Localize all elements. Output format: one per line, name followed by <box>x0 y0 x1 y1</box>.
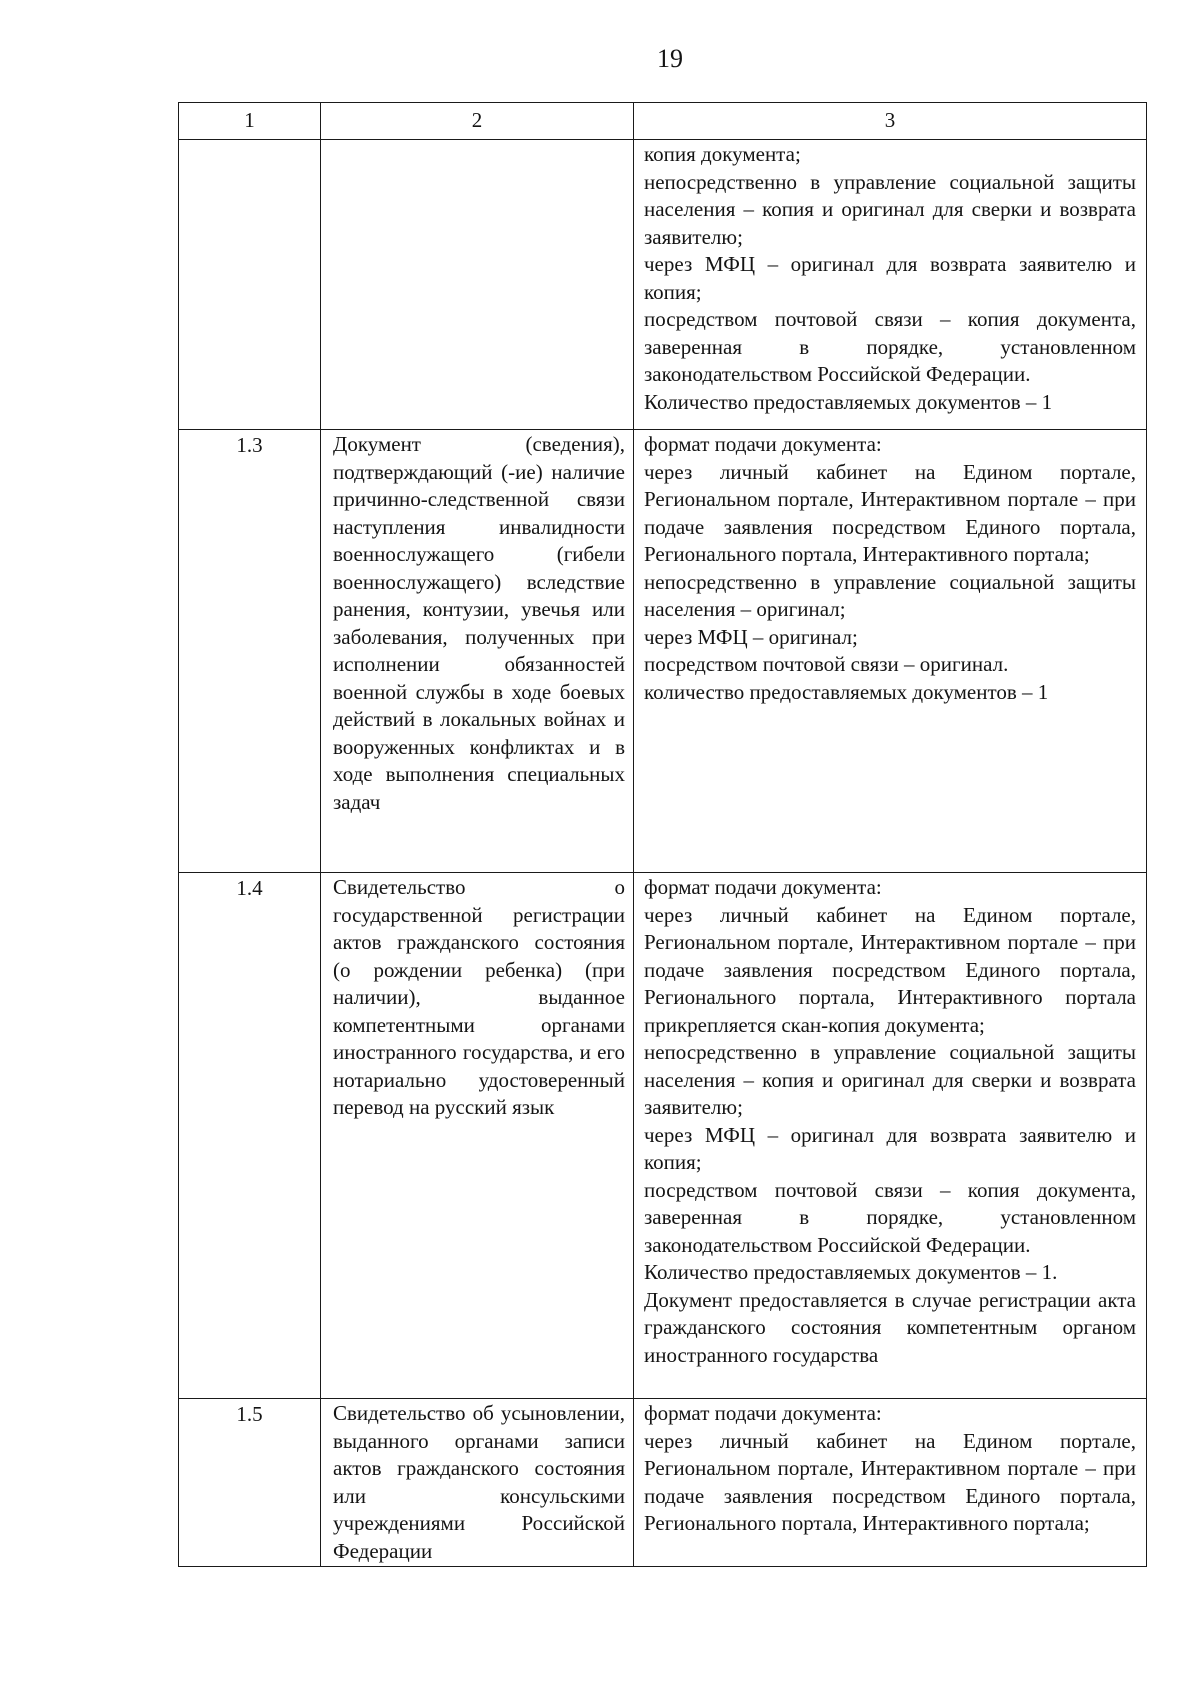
row-document-name: Документ (сведения), подтверждающий (-ие) наличие причинно-следственной связи наступления инвалидности военнослужащего (гибели военнослужащего) вследствие ранения, контузии, увечья или заболевания, полученных при исполнении обязанностей военной службы в ходе боевых действий в локальных войнах и вооруженных конфликтах и в ходе выполнения специальных задач <box>321 430 634 873</box>
table-row <box>179 873 1147 1399</box>
row-description <box>634 873 1147 1399</box>
table-row <box>179 430 1147 873</box>
row-number <box>179 140 321 430</box>
description-line: через МФЦ – оригинал для возврата заявителю и копия; <box>644 1122 1136 1174</box>
description-line: непосредственно в управление социальной защиты населения – оригинал; <box>644 569 1136 621</box>
row-description <box>634 430 1147 873</box>
description-line: копия документа; <box>644 142 801 166</box>
description-line: Документ предоставляется в случае регистрации акта гражданского состояния компетентным органом иностранного государства <box>644 1287 1136 1367</box>
description-line: непосредственно в управление социальной защиты населения – копия и оригинал для сверки и возврата заявителю; <box>644 1040 1136 1119</box>
row-description <box>634 1399 1147 1567</box>
row-document-name: Свидетельство об усыновлении, выданного органами записи актов гражданского состояния или консульскими учреждениями Российской Федерации <box>321 1399 634 1567</box>
description-line: непосредственно в управление социальной защиты населения – копия и оригинал для сверки и возврата заявителю; <box>644 169 1136 249</box>
row-number: 1.3 <box>179 430 321 873</box>
description-line: через личный кабинет на Едином портале, Региональном портале, Интерактивном портале – при подаче заявления посредством Единого портала, Регионального портала, Интерактивного портала; <box>644 459 1136 566</box>
table-header-row <box>179 103 1147 140</box>
row-number: 1.4 <box>179 873 321 1399</box>
description-line: посредством почтовой связи – копия документа, заверенная в порядке, установленном законодательством Российской Федерации. <box>644 1177 1136 1257</box>
row-number: 1.5 <box>179 1399 321 1567</box>
documents-table <box>178 102 1147 1567</box>
description-line: Количество предоставляемых документов – 1 <box>644 389 1053 414</box>
column-header-submission: 3 <box>634 103 1147 140</box>
column-header-document: 2 <box>321 103 634 140</box>
row-document-name: Свидетельство о государственной регистрации актов гражданского состояния (о рождении ребенка) (при наличии), выданное компетентными органами иностранного государства, и его нотариально удостоверенный перевод на русский язык <box>321 873 634 1399</box>
description-line: через МФЦ – оригинал; <box>644 624 858 649</box>
description-line: количество предоставляемых документов – 1 <box>644 679 1049 704</box>
description-line: через личный кабинет на Едином портале, Региональном портале, Интерактивном портале – при подаче заявления посредством Единого портала, Регионального портала, Интерактивного портала; <box>644 1428 1136 1535</box>
table-row <box>179 140 1147 430</box>
description-line: формат подачи документа: <box>644 1401 882 1425</box>
table-row <box>179 1399 1147 1567</box>
description-line: формат подачи документа: <box>644 875 882 899</box>
page-number: 19 <box>657 44 683 73</box>
description-line: через МФЦ – оригинал для возврата заявителю и копия; <box>644 252 1136 304</box>
description-line: формат подачи документа: <box>644 432 882 456</box>
description-line: посредством почтовой связи – копия документа, заверенная в порядке, установленном законодательством Российской Федерации. <box>644 307 1136 386</box>
row-document-name <box>321 140 634 430</box>
column-header-number: 1 <box>179 103 321 140</box>
row-description <box>634 140 1147 430</box>
description-line: посредством почтовой связи – оригинал. <box>644 652 1009 676</box>
description-line: Количество предоставляемых документов – 1. <box>644 1260 1058 1284</box>
description-line: через личный кабинет на Едином портале, Региональном портале, Интерактивном портале – при подаче заявления посредством Единого портала, Регионального портала, Интерактивного портала прикрепляется скан-копия документа; <box>644 902 1136 1037</box>
